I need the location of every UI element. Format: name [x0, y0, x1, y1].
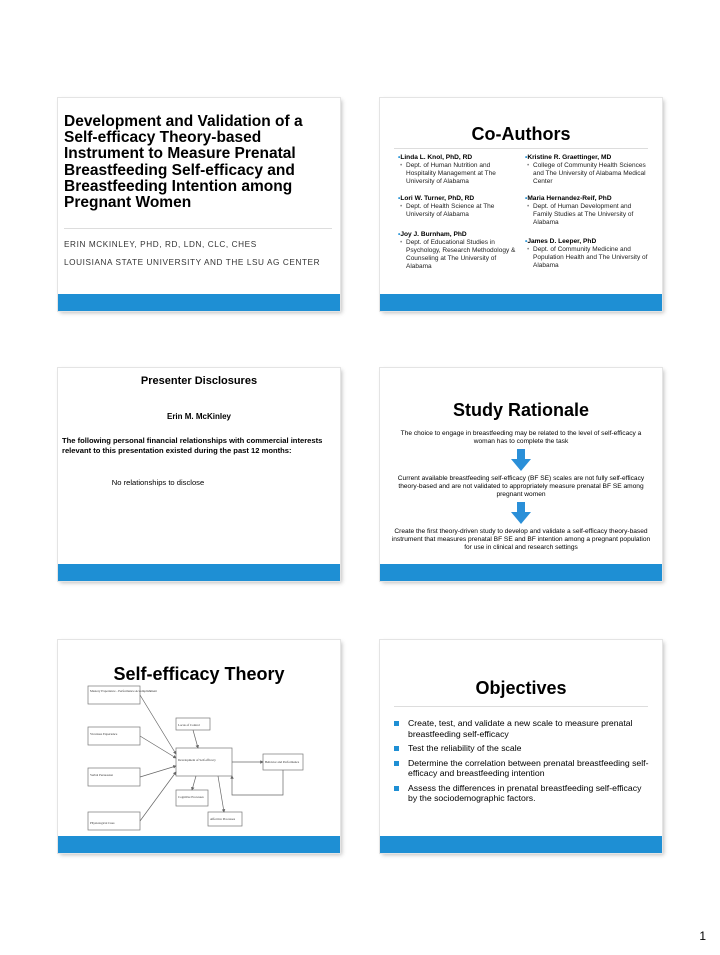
- diagram-box-development: [176, 748, 232, 776]
- coauthor-name: • Joy J. Burnham, PhD: [398, 231, 516, 239]
- coauthor-entry: [525, 238, 650, 270]
- page-number: 1: [699, 929, 706, 943]
- slide-footer-bar: [58, 564, 340, 581]
- coauthor-affiliation: • College of Community Health Sciences and The University of Alabama Medical Center: [525, 162, 650, 186]
- diagram-label: Physiological Cues: [90, 821, 115, 825]
- coauthor-entry: [525, 195, 650, 227]
- coauthor-name: • James D. Leeper, PhD: [525, 238, 650, 246]
- diagram-arrow: [193, 730, 198, 748]
- presenter-institution: LOUISIANA STATE UNIVERSITY AND THE LSU AG CENTER: [64, 258, 321, 267]
- diagram-arrow: [140, 772, 176, 821]
- diagram-label: Locus of Control: [178, 723, 200, 727]
- coauthor-name: • Linda L. Knol, PhD, RD: [398, 154, 516, 162]
- arrow-down-icon: [511, 449, 531, 471]
- arrow-down-icon: [511, 502, 531, 524]
- disclosure-statement: The following personal financial relationships with commercial interests relevant to this presentation existed during the past 12 months:: [62, 436, 323, 455]
- presentation-title: Development and Validation of a Self-efficacy Theory-based Instrument to Measure Prenatal Breastfeeding Self-efficacy and Breastfeeding Intention among Pregnant Women: [64, 113, 303, 212]
- diagram-label: Mastery Experience - Performance Accomplishment: [90, 689, 157, 693]
- coauthor-affiliation: • Dept. of Human Development and Family Studies at The University of Alabama: [525, 203, 650, 227]
- coauthor-entry: [525, 154, 650, 186]
- diagram-label: Verbal Persuasion: [90, 773, 113, 777]
- coauthor-name: • Kristine R. Graettinger, MD: [525, 154, 650, 162]
- diagram-label: Development of Self-efficacy: [178, 758, 216, 762]
- slide-footer-bar: [380, 836, 662, 853]
- slide-title: [58, 98, 340, 311]
- diagram-label: Cognitive Processes: [178, 795, 204, 799]
- coauthor-affiliation: • Dept. of Educational Studies in Psychology, Research Methodology & Counseling at The University of Alabama: [398, 239, 516, 271]
- diagram-arrow: [140, 736, 176, 758]
- presenter-name: ERIN MCKINLEY, PHD, RD, LDN, CLC, CHES: [64, 240, 257, 249]
- coauthor-name: • Lori W. Turner, PhD, RD: [398, 195, 516, 203]
- disclosure-answer: No relationships to disclose: [111, 478, 205, 487]
- slide-self-efficacy-theory: [58, 640, 340, 853]
- rationale-text: Current available breastfeeding self-efficacy (BF SE) scales are not fully self-efficacy theory-based and are not validated to appropriately measure prenatal BF SE among pregnant women: [397, 475, 645, 498]
- slide-heading: Study Rationale: [452, 400, 590, 420]
- slide-footer-bar: [380, 564, 662, 581]
- diagram-label: Affective Processes: [210, 817, 236, 821]
- diagram-arrow: [232, 770, 283, 795]
- coauthor-affiliation: • Dept. of Health Science at The University of Alabama: [398, 203, 516, 219]
- slide-heading: Co-Authors: [471, 124, 571, 144]
- diagram-arrow: [140, 766, 176, 777]
- divider: [64, 228, 332, 229]
- slide-disclosures: [58, 368, 340, 581]
- slide-objectives: [380, 640, 662, 853]
- objective-item: Assess the differences in prenatal breastfeeding self-efficacy by the sociodemographic factors.: [390, 783, 650, 804]
- diagram-box-vicarious: [88, 727, 140, 745]
- divider: [394, 706, 648, 707]
- coauthor-entry: [398, 154, 516, 186]
- rationale-text: The choice to engage in breastfeeding may be related to the level of self-efficacy a woman has to complete the task: [400, 430, 642, 445]
- rationale-text: Create the first theory-driven study to develop and validate a self-efficacy theory-based instrument that measures prenatal BF SE and BF intention among a pregnant population for use in clinical and research settings: [391, 528, 651, 551]
- coauthor-name: • Maria Hernandez-Reif, PhD: [525, 195, 650, 203]
- coauthor-entry: [398, 231, 516, 271]
- divider: [394, 148, 648, 149]
- self-efficacy-diagram: [58, 640, 340, 836]
- slide-heading: Self-efficacy Theory: [113, 664, 285, 684]
- coauthor-affiliation: • Dept. of Community Medicine and Population Health and The University of Alabama: [525, 246, 650, 270]
- diagram-arrow: [140, 695, 176, 754]
- slide-footer-bar: [380, 294, 662, 311]
- slide-footer-bar: [58, 294, 340, 311]
- slide-heading: Objectives: [475, 678, 567, 698]
- objective-item: Test the reliability of the scale: [390, 743, 650, 754]
- objective-item: Create, test, and validate a new scale to measure prenatal breastfeeding self-efficacy: [390, 718, 650, 739]
- diagram-arrow: [192, 776, 196, 790]
- objectives-list: [390, 718, 650, 808]
- slide-study-rationale: [380, 368, 662, 581]
- diagram-label: Vicarious Experience: [90, 732, 118, 736]
- diagram-label: Behavior and Performance: [265, 760, 300, 764]
- coauthor-entry: [398, 195, 516, 219]
- slide-coauthors: [380, 98, 662, 311]
- slide-footer-bar: [58, 836, 340, 853]
- diagram-arrow: [218, 776, 224, 812]
- presenter-name: Erin M. McKinley: [166, 412, 231, 421]
- coauthor-affiliation: • Dept. of Human Nutrition and Hospitality Management at The University of Alabama: [398, 162, 516, 186]
- diagram-box-verbal: [88, 768, 140, 786]
- slide-heading: Presenter Disclosures: [140, 375, 258, 387]
- objective-item: Determine the correlation between prenatal breastfeeding self-efficacy and breastfeeding intention: [390, 758, 650, 779]
